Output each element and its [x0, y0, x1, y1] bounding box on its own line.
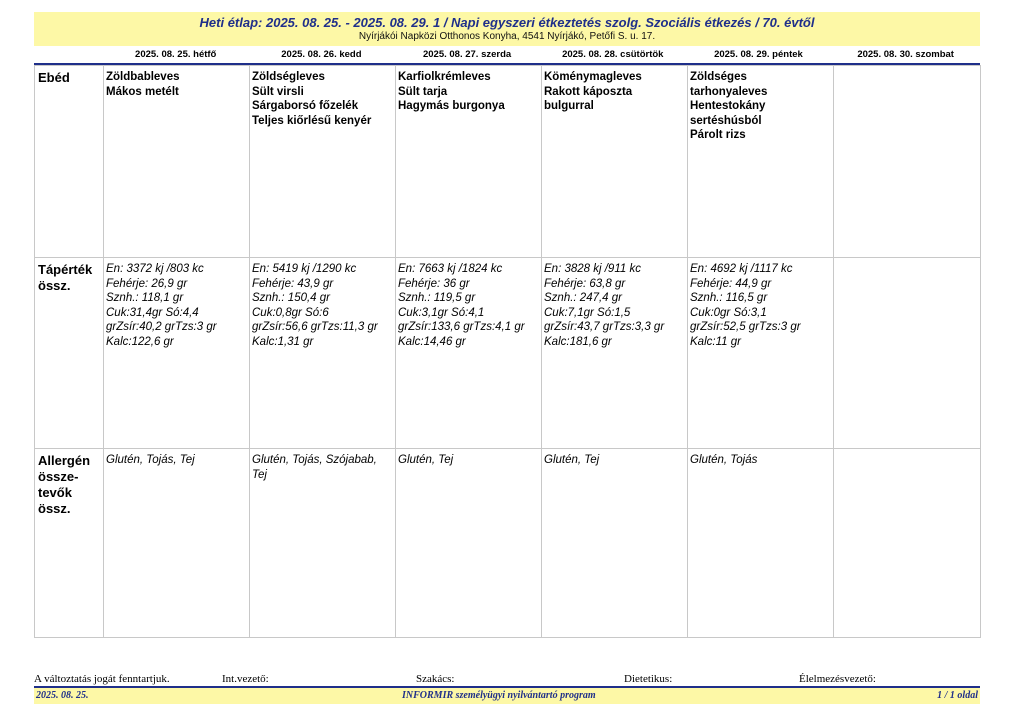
dish: Hentestokány	[690, 100, 766, 112]
day-header-friday: 2025. 08. 29. péntek	[714, 49, 803, 60]
sign-elelmezesvezeto: Élelmezésvezető:	[799, 673, 876, 685]
nutrition-cell-friday: En: 4692 kj /1117 kc Fehérje: 44,9 gr Sznh.: 116,5 gr Cuk:0gr Só:3,1 grZsír:52,5 grTzs:3 gr Kalc:11 gr	[688, 258, 834, 449]
day-header-saturday: 2025. 08. 30. szombat	[857, 49, 954, 60]
lunch-cell-wednesday	[396, 66, 542, 258]
lunch-row	[35, 66, 981, 258]
menu-grid	[34, 65, 981, 638]
dish: Sült virsli	[252, 85, 304, 98]
allergen-cell-tuesday: Glutén, Tojás, Szójabab, Tej	[250, 449, 396, 638]
dish: Hagymás burgonya	[398, 100, 505, 112]
sign-int-vezeto: Int.vezető:	[222, 673, 269, 685]
day-header-tuesday: 2025. 08. 26. kedd	[281, 49, 362, 60]
dish: Zöldséges	[690, 71, 747, 83]
day-header-wednesday: 2025. 08. 27. szerda	[422, 49, 512, 60]
kitchen-address: Nyírjákói Napközi Otthonos Konyha, 4541 Nyírjákó, Petőfi S. u. 17.	[358, 31, 656, 42]
menu-title: Heti étlap: 2025. 08. 25. - 2025. 08. 29. 1 / Napi egyszeri étkeztetés szolg. Szociális étkezés / 70. évtől	[199, 15, 815, 30]
dish: Zöldségleves	[252, 71, 325, 83]
day-header-monday: 2025. 08. 25. hétfő	[135, 49, 217, 60]
row-label-nutrition: Tápérték össz.	[35, 258, 104, 449]
dish: tarhonyaleves	[690, 85, 768, 98]
page-number: 1 / 1 oldal	[937, 690, 978, 701]
lunch-cell-thursday	[542, 66, 688, 258]
sign-dietetikus: Dietetikus:	[624, 673, 673, 685]
dish: Teljes kiőrlésű kenyér	[252, 114, 372, 127]
dish: Mákos metélt	[106, 85, 179, 98]
footer-band	[34, 686, 980, 704]
dish: Köménymagleves	[544, 71, 642, 83]
dish: Sárgaborsó főzelék	[252, 100, 359, 112]
nutrition-cell-saturday	[834, 258, 981, 449]
header-band	[34, 12, 980, 46]
row-label-lunch: Ebéd	[35, 66, 104, 258]
dish: Sült tarja	[398, 85, 448, 98]
disclaimer-note: A változtatás jogát fenntartjuk.	[34, 673, 170, 685]
lunch-cell-monday	[104, 66, 250, 258]
dish: sertéshúsból	[690, 114, 762, 127]
row-label-spacer	[34, 47, 103, 63]
nutrition-cell-tuesday: En: 5419 kj /1290 kc Fehérje: 43,9 gr Sznh.: 150,4 gr Cuk:0,8gr Só:6 grZsír:56,6 grTzs:11,3 gr Kalc:1,31 gr	[250, 258, 396, 449]
allergen-cell-thursday: Glutén, Tej	[542, 449, 688, 638]
dish: Zöldbableves	[106, 71, 180, 83]
allergen-cell-saturday	[834, 449, 981, 638]
lunch-cell-saturday	[834, 66, 981, 258]
day-header-row	[34, 47, 980, 65]
signature-row	[34, 673, 980, 687]
dish: Karfiolkrémleves	[398, 71, 491, 83]
print-date: 2025. 08. 25.	[36, 690, 89, 701]
allergen-cell-monday: Glutén, Tojás, Tej	[104, 449, 250, 638]
allergen-row	[35, 449, 981, 638]
program-name: INFORMIR személyügyi nyilvántartó program	[402, 690, 596, 701]
lunch-cell-tuesday	[250, 66, 396, 258]
lunch-cell-friday	[688, 66, 834, 258]
dish: bulgurral	[544, 100, 594, 112]
nutrition-cell-wednesday: En: 7663 kj /1824 kc Fehérje: 36 gr Sznh.: 119,5 gr Cuk:3,1gr Só:4,1 grZsír:133,6 grTzs:4,1 gr Kalc:14,46 gr	[396, 258, 542, 449]
nutrition-row	[35, 258, 981, 449]
dish: Rakott káposzta	[544, 85, 633, 98]
allergen-cell-wednesday: Glutén, Tej	[396, 449, 542, 638]
row-label-allergen: Allergén össze- tevők össz.	[35, 449, 104, 638]
nutrition-cell-monday: En: 3372 kj /803 kc Fehérje: 26,9 gr Sznh.: 118,1 gr Cuk:31,4gr Só:4,4 grZsír:40,2 grTzs:3 gr Kalc:122,6 gr	[104, 258, 250, 449]
nutrition-cell-thursday: En: 3828 kj /911 kc Fehérje: 63,8 gr Sznh.: 247,4 gr Cuk:7,1gr Só:1,5 grZsír:43,7 grTzs:3,3 gr Kalc:181,6 gr	[542, 258, 688, 449]
allergen-cell-friday: Glutén, Tojás	[688, 449, 834, 638]
dish: Párolt rizs	[690, 129, 746, 141]
day-header-thursday: 2025. 08. 28. csütörtök	[562, 49, 664, 60]
sign-szakacs: Szakács:	[416, 673, 455, 685]
